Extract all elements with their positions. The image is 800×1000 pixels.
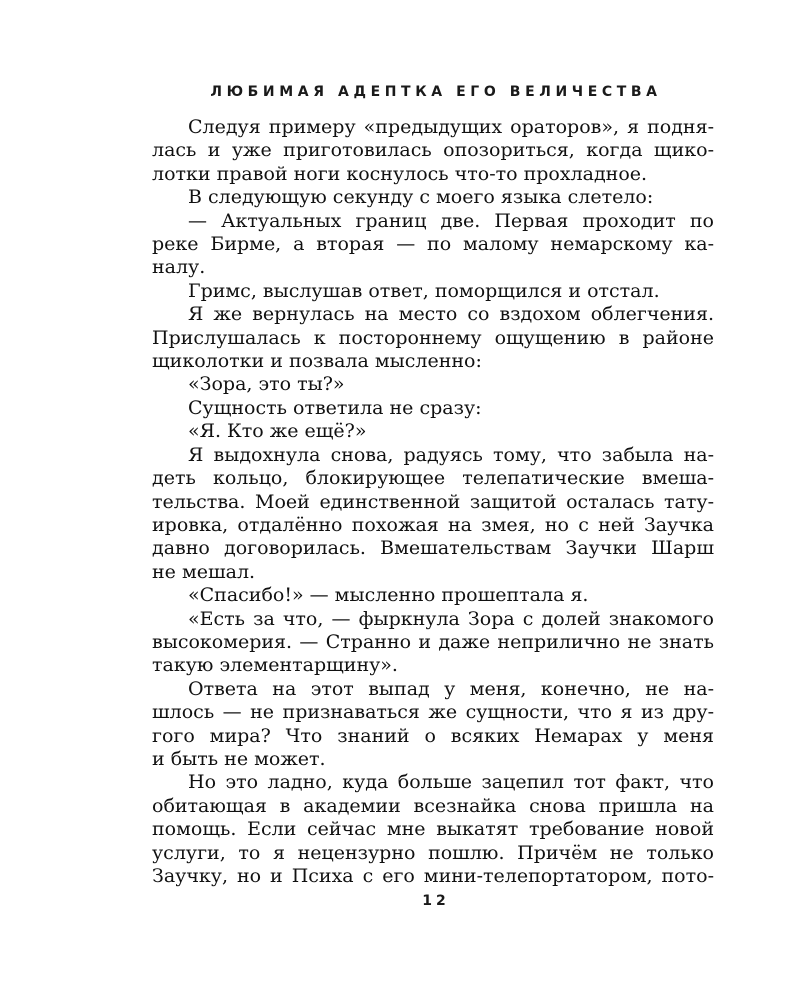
- text-line: тельства. Моей единственной защитой осталась тату-: [152, 490, 714, 513]
- text-line: — Актуальных границ две. Первая проходит по: [188, 209, 714, 232]
- text-line: Следуя примеру «предыдущих ораторов», я подня-: [188, 116, 714, 138]
- text-line: деть кольцо, блокирующее телепатические вмеша-: [152, 467, 714, 490]
- text-line: такую элементарщину».: [152, 654, 398, 677]
- text-line: налу.: [152, 256, 206, 279]
- text-line: лась и уже приготовилась опозориться, когда щико-: [152, 139, 714, 162]
- text-line: не мешал.: [152, 560, 256, 583]
- text-line: «Есть за что, — фыркнула Зора с долей знакомого: [188, 607, 714, 630]
- text-line: Я выдохнула снова, радуясь тому, что забыла на-: [188, 443, 714, 466]
- text-line: лотки правой ноги коснулось что-то прохладное.: [152, 162, 648, 185]
- body-text: [152, 116, 714, 888]
- page-number: 12: [422, 893, 450, 909]
- text-line: помощь. Если сейчас мне выкатят требование новой: [152, 818, 714, 841]
- text-line: Ответа на этот выпад у меня, конечно, не на-: [188, 677, 714, 700]
- text-line: услуги, то я нецензурно пошлю. Причём не только: [152, 841, 714, 864]
- text-line: ировка, отдалённо похожая на змея, но с ней Заучка: [152, 513, 714, 536]
- text-line: реке Бирме, а вторая — по малому немарскому ка-: [152, 233, 714, 256]
- text-line: Я же вернулась на место со вздохом облегчения.: [188, 303, 714, 326]
- text-line: «Зора, это ты?»: [188, 373, 345, 396]
- text-line: обитающая в академии всезнайка снова пришла на: [152, 794, 714, 817]
- text-line: Но это ладно, куда больше зацепил тот факт, что: [188, 771, 714, 794]
- text-line: Сущность ответила не сразу:: [188, 396, 482, 419]
- text-line: и быть не может.: [152, 747, 326, 770]
- text-line: гого мира? Что знаний о всяких Немарах у меня: [152, 724, 714, 747]
- text-line: В следующую секунду с моего языка слетело:: [188, 186, 654, 209]
- text-line: высокомерия. — Странно и даже неприлично не знать: [152, 630, 714, 653]
- text-line: Заучку, но и Психа с его мини-телепортатором, пото-: [152, 865, 714, 887]
- text-line: давно договорилась. Вмешательствам Заучки Шарш: [152, 537, 714, 560]
- running-head: ЛЮБИМАЯ АДЕПТКА ЕГО ВЕЛИЧЕСТВА: [210, 84, 662, 100]
- text-line: Гримс, выслушав ответ, поморщился и отстал.: [188, 279, 660, 302]
- text-line: «Я. Кто же ещё?»: [188, 420, 367, 443]
- text-line: щиколотки и позвала мысленно:: [152, 350, 482, 373]
- text-line: «Спасибо!» — мысленно прошептала я.: [188, 584, 589, 607]
- text-line: Прислушалась к постороннему ощущению в районе: [152, 326, 714, 349]
- text-line: шлось — не признаваться же сущности, что я из дру-: [152, 701, 714, 724]
